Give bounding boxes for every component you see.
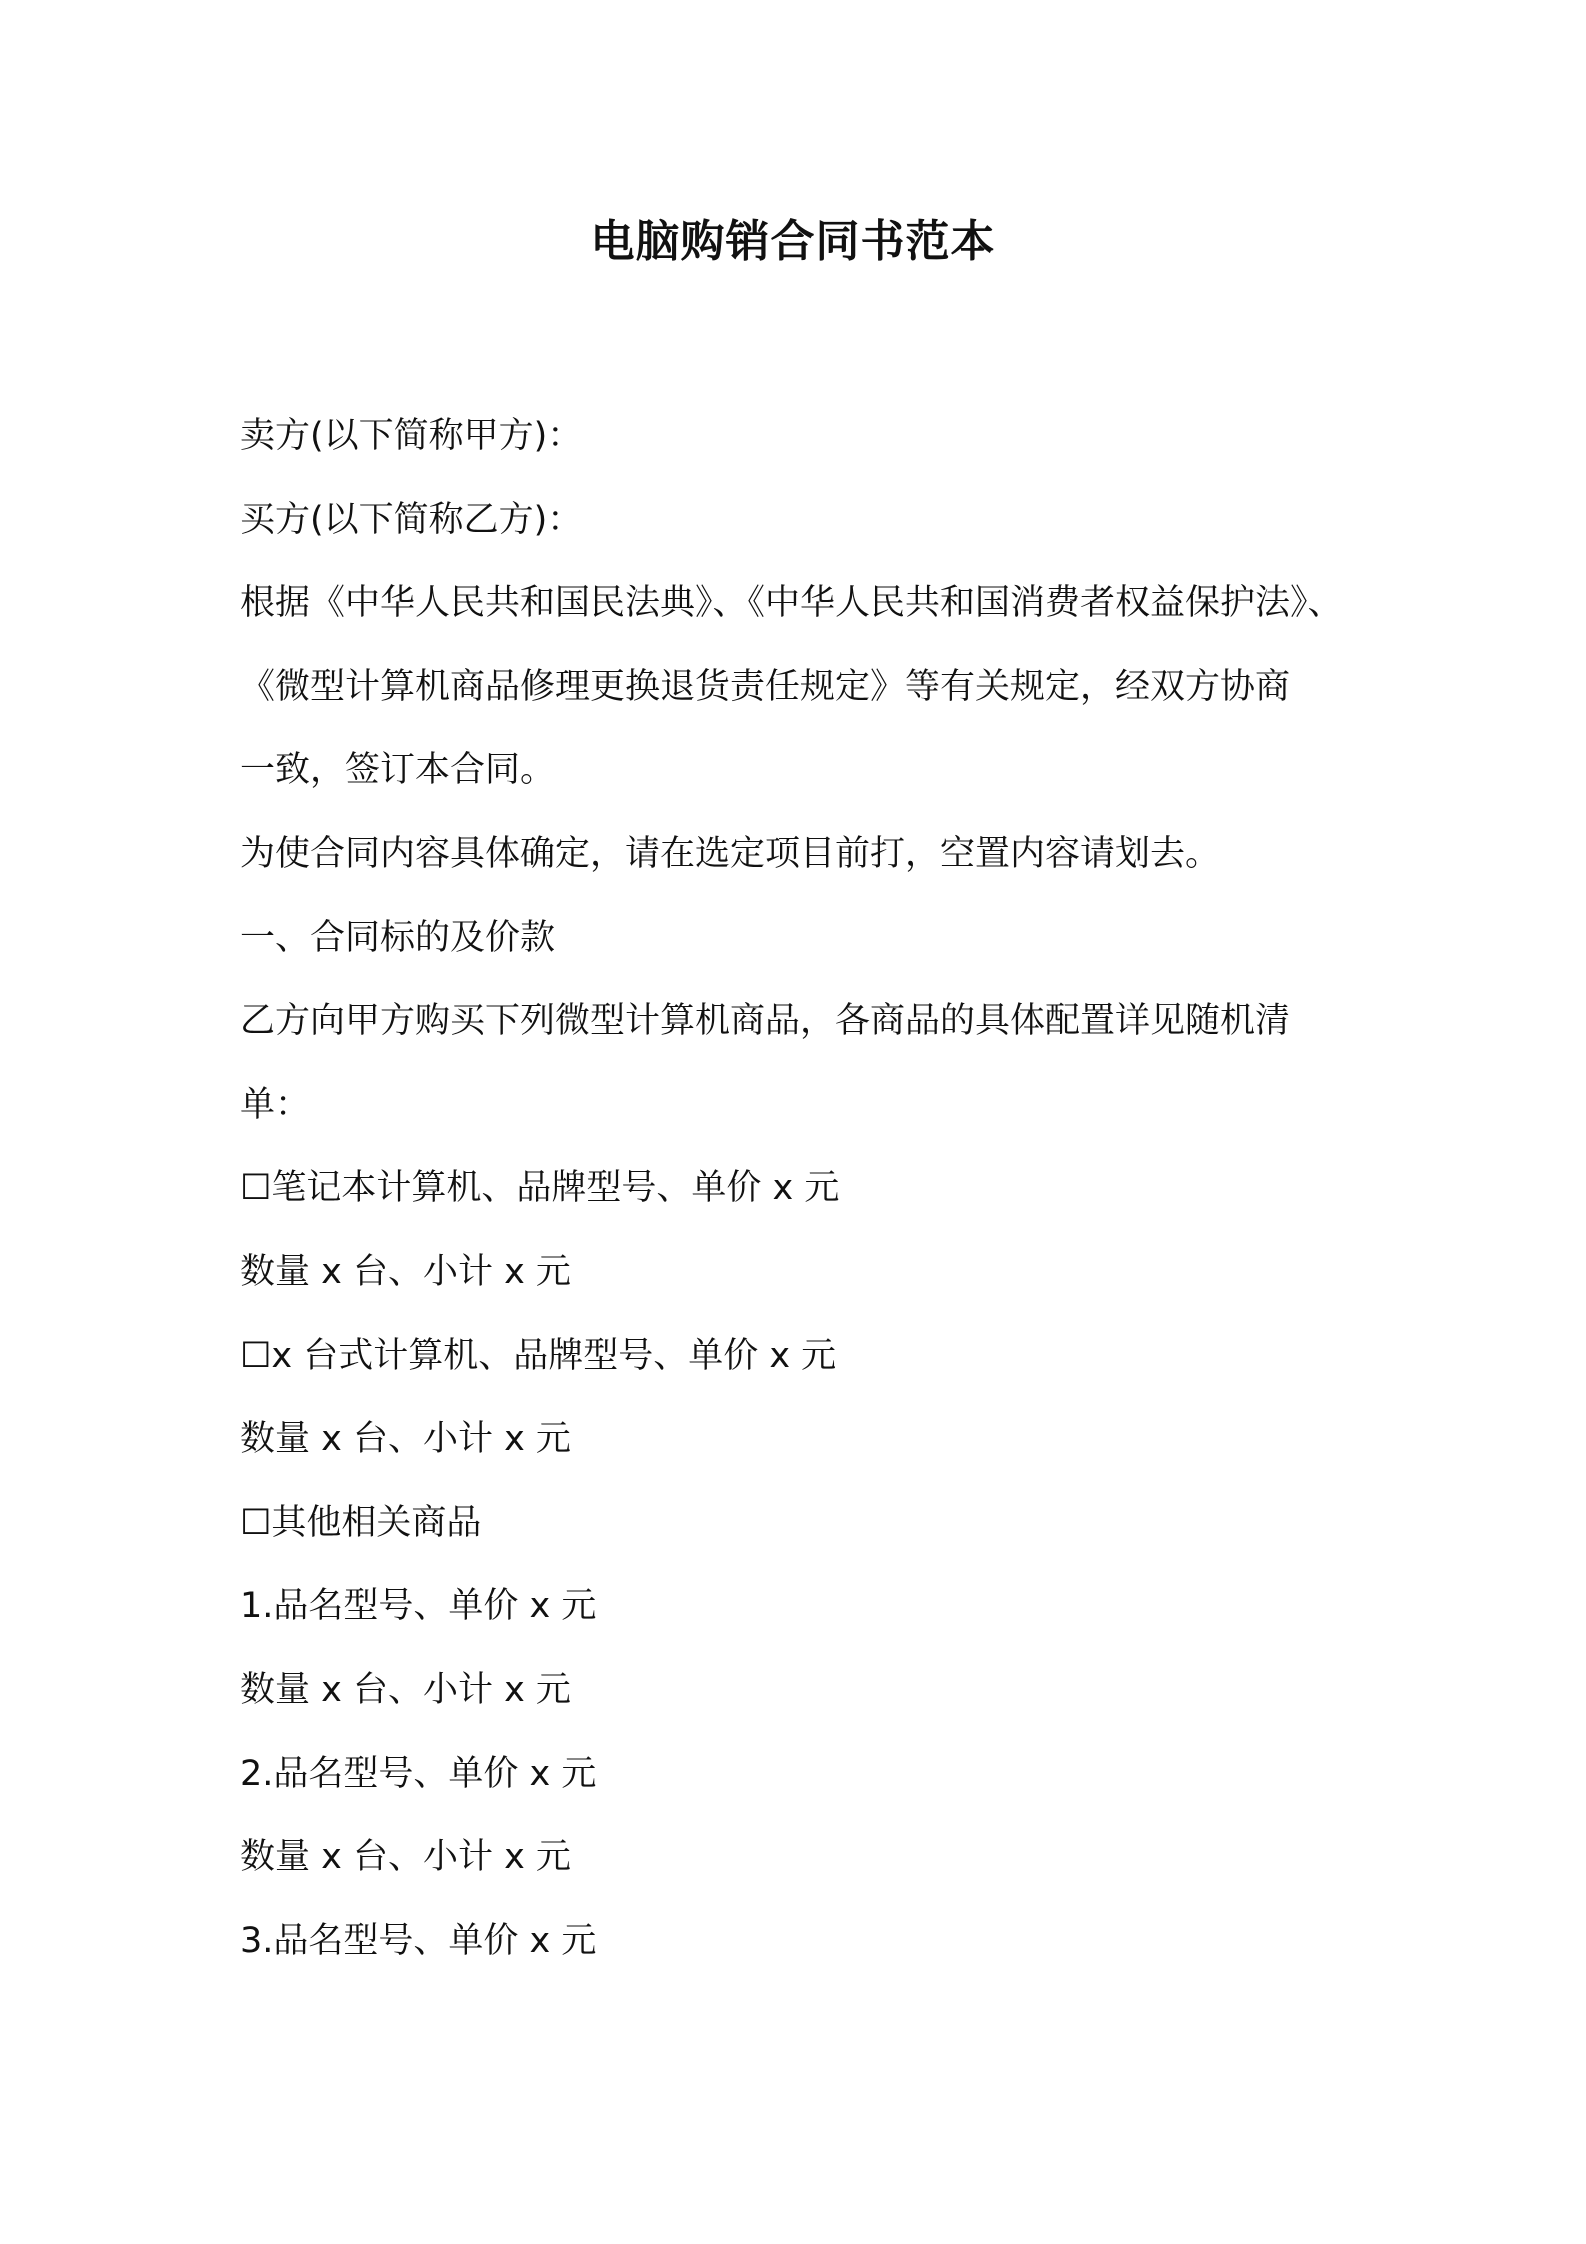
section-heading: 一、合同标的及价款 (240, 917, 556, 958)
seller-line: 卖方(以下简称甲方)： (240, 416, 583, 456)
laptop-item-line: ☐笔记本计算机、品牌型号、单价 x 元 (240, 1168, 840, 1209)
desktop-item-line: ☐x 台式计算机、品牌型号、单价 x 元 (240, 1335, 837, 1376)
other-goods-line: ☐其他相关商品 (240, 1502, 482, 1543)
legal-basis-line-1: 根据《中华人民共和国民法典》、《中华人民共和国消费者权益保护法》、 (240, 583, 1343, 624)
contract-body (240, 406, 1380, 1994)
document-title: 电脑购销合同书范本 (590, 216, 996, 267)
other-item-3-line: 3.品名型号、单价 x 元 (240, 1920, 597, 1961)
other-item-2-line: 2.品名型号、单价 x 元 (240, 1753, 597, 1794)
legal-basis-line-3: 一致，签订本合同。 (240, 750, 556, 791)
instruction-line: 为使合同内容具体确定，请在选定项目前打，空置内容请划去。 (240, 833, 1221, 874)
other-item-1-line: 1.品名型号、单价 x 元 (240, 1586, 597, 1627)
desktop-quantity-line: 数量 x 台、小计 x 元 (240, 1419, 571, 1460)
purchase-intro-line-1: 乙方向甲方购买下列微型计算机商品，各商品的具体配置详见随机清 (240, 1001, 1291, 1042)
legal-basis-line-2: 《微型计算机商品修理更换退货责任规定》等有关规定，经双方协商 (240, 666, 1291, 707)
purchase-intro-line-2: 单： (240, 1084, 311, 1125)
buyer-line: 买方(以下简称乙方)： (240, 499, 583, 540)
other-item-2-quantity-line: 数量 x 台、小计 x 元 (240, 1837, 571, 1878)
other-item-1-quantity-line: 数量 x 台、小计 x 元 (240, 1669, 571, 1710)
laptop-quantity-line: 数量 x 台、小计 x 元 (240, 1251, 571, 1292)
